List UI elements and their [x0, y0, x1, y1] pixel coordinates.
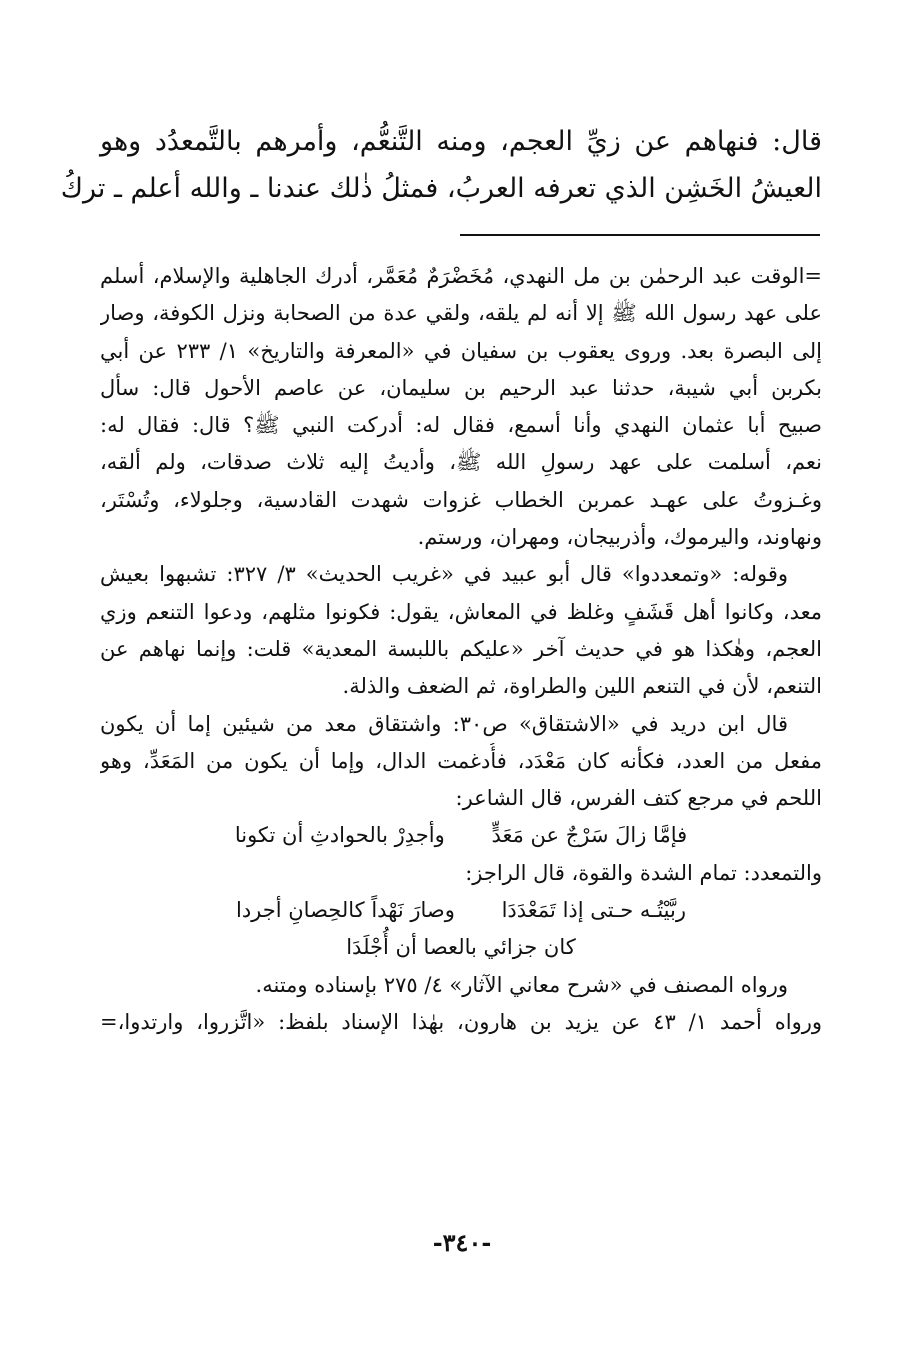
poem-verse-3: كان جزائي بالعصا أن أُجْلَدَا	[346, 935, 576, 960]
poem-verse-1	[100, 817, 822, 854]
footnote-line: وقوله: «وتمعددوا» قال أبو عبيد في «غريب الحديث» ٣/ ٣٢٧: تشبهوا بعيش	[100, 562, 788, 587]
footnote-line: ورواه أحمد ١/ ٤٣ عن يزيد بن هارون، بهٰذا الإسناد بلفظ: «اتَّزروا، وارتدوا،=	[100, 1009, 822, 1034]
footnote-line: نعم، أسلمت على عهد رسولِ الله ﷺ، وأديتُ إليه ثلاث صدقات، ولم ألقه،	[100, 450, 822, 475]
footnote-line: إلى البصرة بعد. وروى يعقوب بن سفيان في «المعرفة والتاريخ» ١/ ٢٣٣ عن أبي	[100, 338, 822, 363]
main-text-line-2: العيشُ الخَشِن الذي تعرفه العربُ، فمثلُ ذٰلك عندنا ـ والله أعلم ـ تركُ	[60, 173, 822, 204]
footnote-line: مفعل من العدد، فكأنه كان مَعْدَد، فأُدغمت الدال، وإما أن يكون من المَعَدِّ، وهو	[100, 748, 822, 773]
main-text-block	[60, 118, 822, 212]
footnote-line: والتمعدد: تمام الشدة والقوة، قال الراجز:	[465, 860, 822, 885]
main-text-line-1: قال: فنهاهم عن زيِّ العجم، ومنه التَّنعُّم، وأمرهم بالتَّمعدُد وهو	[100, 126, 822, 157]
footnote-separator	[460, 234, 820, 236]
footnote-line: العجم، وهٰكذا هو في حديث آخر «عليكم باللبسة المعدية» قلت: وإنما نهاهم عن	[100, 636, 822, 661]
footnote-line: ونهاوند، واليرموك، وأذربيجان، ومهران، ورستم.	[417, 525, 822, 550]
verse-2-left-hemistich: وصارَ نَهْداً كالحِصانِ أجردا	[236, 898, 455, 923]
footnote-line: قال ابن دريد في «الاشتقاق» ص٣٠: واشتقاق معد من شيئين إما أن يكون	[100, 711, 788, 736]
footnote-line: بكربن أبي شيبة، حدثنا عبد الرحيم بن سليمان، عن عاصم الأحول قال: سأل	[100, 375, 822, 400]
footnote-line: معد، وكانوا أهل قَشَفٍ وغلظ في المعاش، يقول: فكونوا مثلهم، ودعوا التنعم وزي	[100, 599, 822, 624]
footnote-line: ورواه المصنف في «شرح معاني الآثار» ٤/ ٢٧٥ بإسناده ومتنه.	[255, 972, 788, 997]
footnote-line: اللحم في مرجع كتف الفرس، قال الشاعر:	[455, 786, 822, 811]
footnote-line: وغـزوتُ على عهـد عمربن الخطاب غزوات شهدت القادسية، وجلولاء، وتُسْتَر،	[100, 487, 822, 512]
verse-2-right-hemistich: ربَّيْتُـه حـتى إذا تَمَعْدَدَا	[501, 898, 686, 923]
verse-1-left-hemistich: وأجدِرْ بالحوادثِ أن تكونا	[234, 823, 445, 848]
footnote-line: صبيح أبا عثمان النهدي وأنا أسمع، فقال له: أدركت النبي ﷺ؟ قال: فقال له:	[100, 413, 822, 438]
footnotes-block	[100, 258, 822, 1041]
footnote-line: على عهد رسول الله ﷺ إلا أنه لم يلقه، ولقي عدة من الصحابة ونزل الكوفة، وصار	[100, 301, 822, 326]
footnote-line: التنعم، لأن في التنعم اللين والطراوة، ثم الضعف والذلة.	[342, 674, 822, 699]
page-number: -٣٤٠-	[432, 1228, 492, 1257]
verse-1-right-hemistich: فإمَّا زالَ سَرْجٌ عن مَعَدٍّ	[491, 823, 688, 848]
footnote-line: =الوقت عبد الرحمٰن بن مل النهدي، مُخَضْرَمٌ مُعَمَّر، أدرك الجاهلية والإسلام، أسلم	[100, 264, 822, 288]
poem-verse-2	[100, 892, 822, 929]
